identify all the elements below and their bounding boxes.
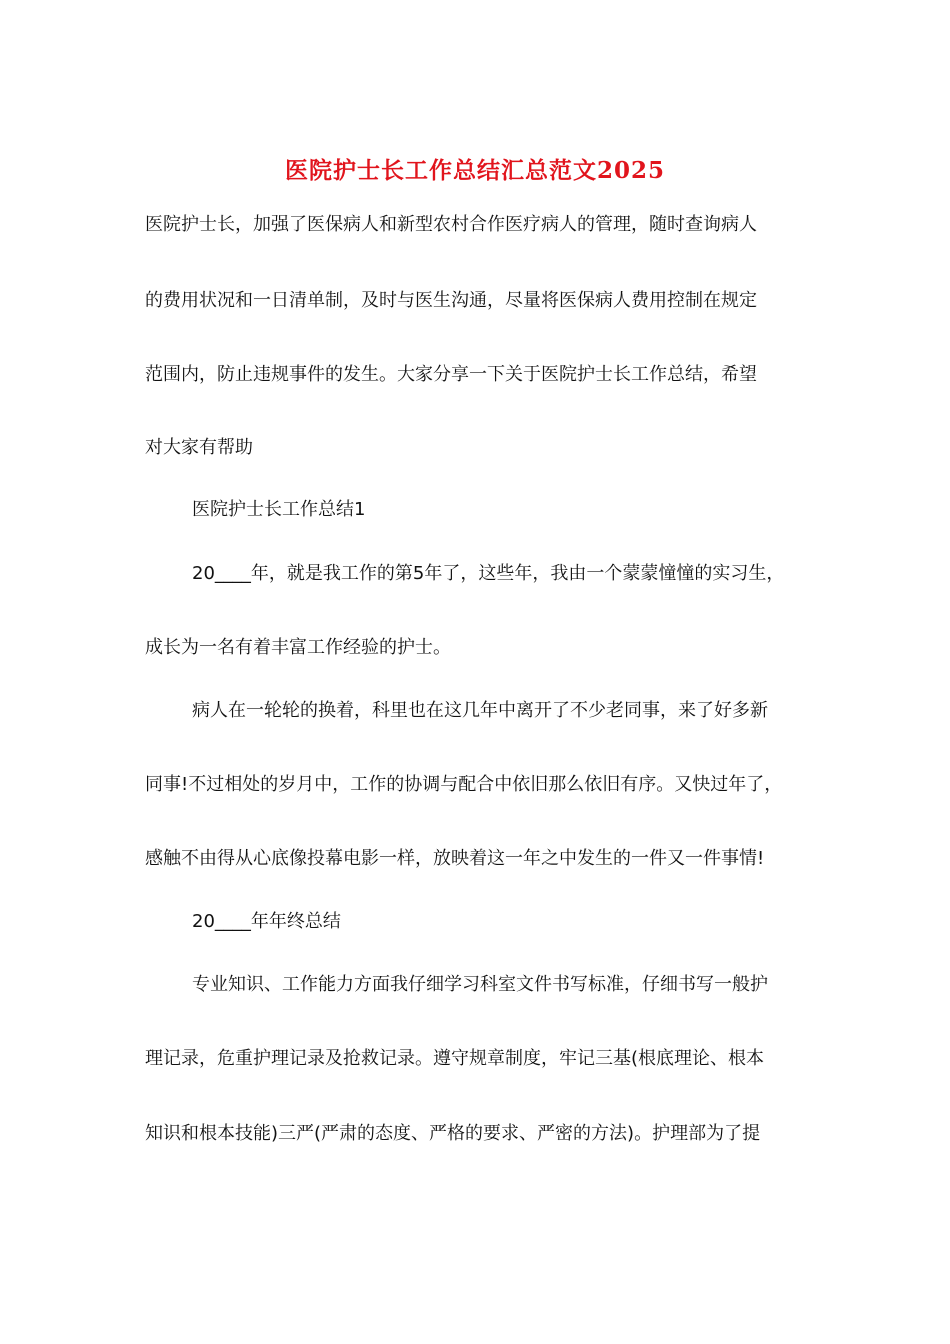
paragraph-line-1: 医院护士长，加强了医保病人和新型农村合作医疗病人的管理，随时查询病人 (145, 214, 757, 235)
paragraph-line-9: 感触不由得从心底像投幕电影一样，放映着这一年之中发生的一件又一件事情! (145, 848, 765, 869)
paragraph-line-4: 对大家有帮助 (145, 437, 253, 458)
section-heading-1: 医院护士长工作总结1 (192, 499, 366, 520)
paragraph-line-5: 20____年，就是我工作的第5年了，这些年，我由一个蒙蒙憧憧的实习生， (192, 563, 785, 584)
paragraph-line-6: 成长为一名有着丰富工作经验的护士。 (145, 637, 451, 658)
paragraph-line-11: 理记录，危重护理记录及抢救记录。遵守规章制度，牢记三基(根底理论、根本 (145, 1048, 765, 1069)
document-title: 医院护士长工作总结汇总范文2025 (284, 157, 665, 184)
section-heading-2: 20____年年终总结 (192, 911, 341, 932)
paragraph-line-12: 知识和根本技能)三严(严肃的态度、严格的要求、严密的方法)。护理部为了提 (145, 1123, 761, 1144)
paragraph-line-2: 的费用状况和一日清单制，及时与医生沟通，尽量将医保病人费用控制在规定 (145, 290, 757, 311)
paragraph-line-3: 范围内，防止违规事件的发生。大家分享一下关于医院护士长工作总结，希望 (145, 364, 757, 385)
paragraph-line-7: 病人在一轮轮的换着，科里也在这几年中离开了不少老同事，来了好多新 (192, 700, 768, 721)
paragraph-line-10: 专业知识、工作能力方面我仔细学习科室文件书写标准，仔细书写一般护 (192, 974, 768, 995)
paragraph-line-8: 同事!不过相处的岁月中，工作的协调与配合中依旧那么依旧有序。又快过年了， (145, 774, 783, 795)
